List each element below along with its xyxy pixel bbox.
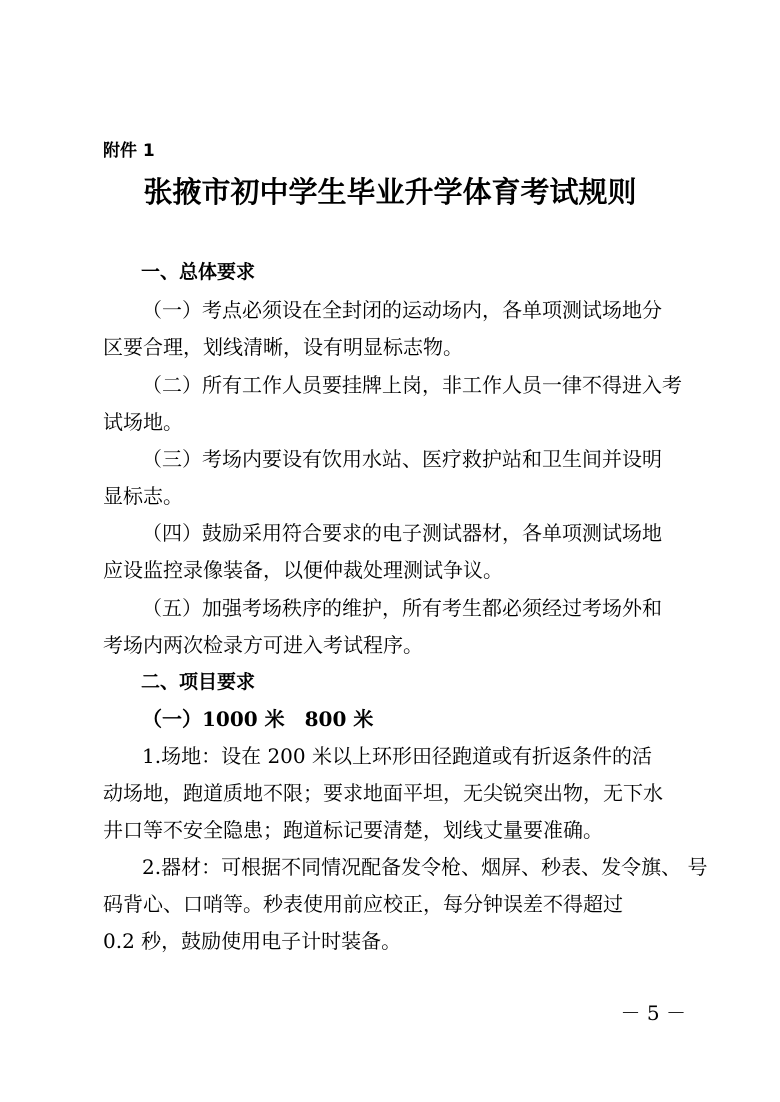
paragraph-line: 应设监控录像装备，以便仲裁处理测试争议。 xyxy=(103,558,503,582)
paragraph-line: （二）所有工作人员要挂牌上岗，非工作人员一律不得进入考 xyxy=(142,373,682,397)
paragraph-line: 0.2 秒，鼓励使用电子计时装备。 xyxy=(103,929,402,953)
paragraph-line: 考场内两次检录方可进入考试程序。 xyxy=(103,633,423,657)
subsection-heading-running-events: （一）1000 米 800 米 xyxy=(142,707,374,731)
paragraph-line: 显标志。 xyxy=(103,484,183,508)
paragraph-line: 2.器材：可根据不同情况配备发令枪、烟屏、秒表、发令旗、 号 xyxy=(142,855,708,879)
paragraph-line: （四）鼓励采用符合要求的电子测试器材，各单项测试场地 xyxy=(142,521,662,545)
attachment-label: 附件 1 xyxy=(103,141,155,161)
paragraph-line: （五）加强考场秩序的维护，所有考生都必须经过考场外和 xyxy=(142,596,662,620)
paragraph-line: 区要合理，划线清晰，设有明显标志物。 xyxy=(103,335,463,359)
section-heading-item-requirements: 二、项目要求 xyxy=(141,671,256,693)
paragraph-line: （三）考场内要设有饮用水站、医疗救护站和卫生间并设明 xyxy=(142,447,662,471)
paragraph-line: （一）考点必须设在全封闭的运动场内，各单项测试场地分 xyxy=(142,298,662,322)
paragraph-line: 动场地，跑道质地不限；要求地面平坦，无尖锐突出物，无下水 xyxy=(103,781,663,805)
paragraph-line: 码背心、口哨等。秒表使用前应校正，每分钟误差不得超过 xyxy=(103,892,623,916)
page-number: － 5 － xyxy=(620,1001,686,1025)
paragraph-line: 井口等不安全隐患；跑道标记要清楚，划线丈量要准确。 xyxy=(103,818,603,842)
paragraph-line: 试场地。 xyxy=(103,410,183,434)
document-title: 张掖市初中学生毕业升学体育考试规则 xyxy=(143,175,637,209)
section-heading-general-requirements: 一、总体要求 xyxy=(141,261,256,283)
paragraph-line: 1.场地：设在 200 米以上环形田径跑道或有折返条件的活 xyxy=(142,744,652,768)
